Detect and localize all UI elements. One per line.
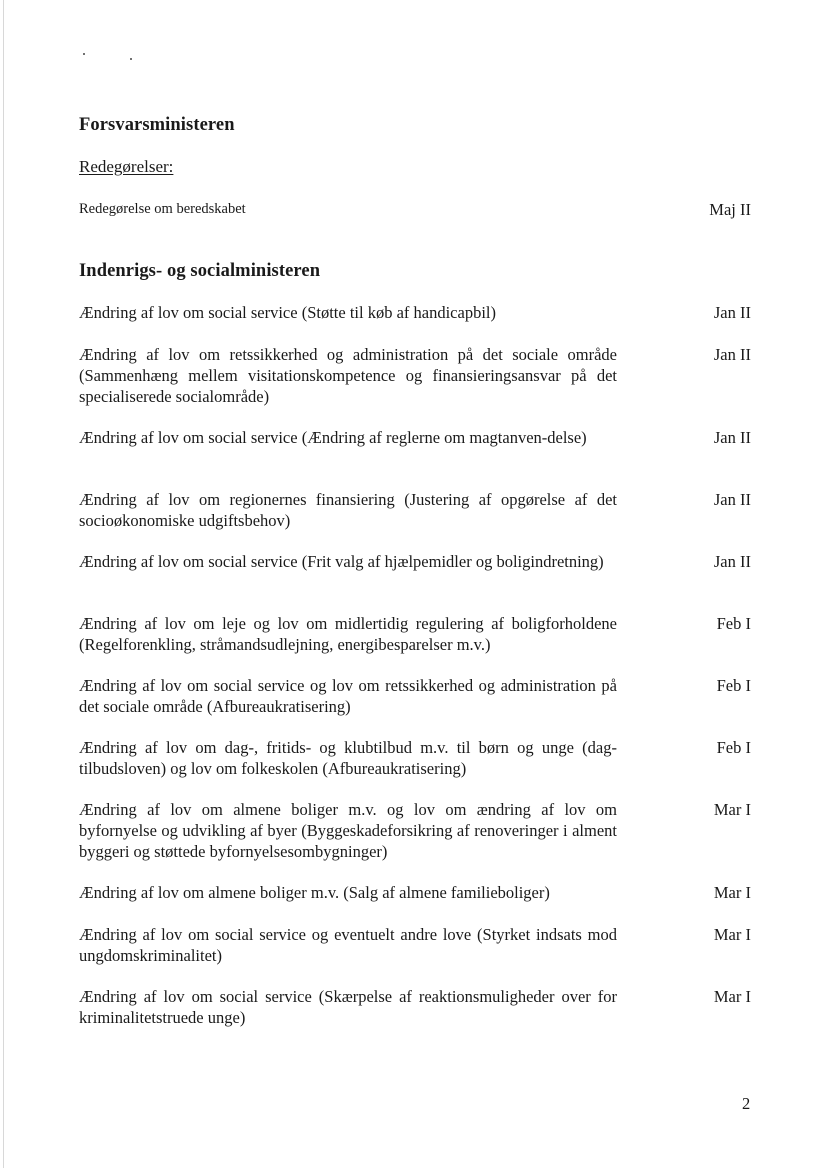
item-text: Ændring af lov om retssikkerhed og administration på det sociale område (Sammenhæng mellem visitationskompetence og finansieringsansvar på det specialiserede socialområde) xyxy=(79,345,617,406)
item-period: Maj II xyxy=(709,200,751,219)
section-title-indenrigs: Indenrigs- og socialministeren xyxy=(79,261,321,281)
section-title-forsvar: Forsvarsministeren xyxy=(79,115,235,135)
scan-edge xyxy=(3,0,4,1168)
item-text: Ændring af lov om social service og eventuelt andre love (Styrket indsats mod ungdomskriminalitet) xyxy=(79,925,617,965)
item-period: Jan II xyxy=(713,345,751,364)
item-text: Redegørelse om beredskabet xyxy=(79,201,246,217)
item-period: Mar I xyxy=(713,925,751,944)
item-period: Mar I xyxy=(713,987,751,1006)
item-text: Ændring af lov om social service (Frit valg af hjælpemidler og boligindretning) xyxy=(79,552,604,571)
item-period: Jan II xyxy=(713,490,751,509)
item-period: Feb I xyxy=(716,614,751,633)
section-subheading-redegoerelser: Redegørelser: xyxy=(79,157,174,176)
scan-speck xyxy=(130,58,132,60)
item-text: Ændring af lov om social service (Støtte til køb af handicapbil) xyxy=(79,303,496,322)
item-period: Feb I xyxy=(716,676,751,695)
item-text: Ændring af lov om social service og lov om retssikkerhed og administration på det sociale område (Afbureaukratisering) xyxy=(79,676,617,716)
item-period: Mar I xyxy=(713,800,751,819)
item-text: Ændring af lov om social service (Ændring af reglerne om magtanven-delse) xyxy=(79,428,587,447)
page-number: 2 xyxy=(742,1094,751,1113)
item-period: Mar I xyxy=(713,883,751,902)
item-text: Ændring af lov om social service (Skærpelse af reaktionsmuligheder over for kriminalitetstruede unge) xyxy=(79,987,617,1027)
item-text: Ændring af lov om almene boliger m.v. (Salg af almene familieboliger) xyxy=(79,883,550,902)
item-period: Jan II xyxy=(713,428,751,447)
item-period: Feb I xyxy=(716,738,751,757)
item-text: Ændring af lov om almene boliger m.v. og lov om ændring af lov om byfornyelse og udvikling af byer (Byggeskadeforsikring af renoveringer i alment byggeri og støttede byfornyelsesombygninger) xyxy=(79,800,617,861)
item-text: Ændring af lov om regionernes finansiering (Justering af opgørelse af det socioøkonomiske udgiftsbehov) xyxy=(79,490,617,530)
item-text: Ændring af lov om dag-, fritids- og klubtilbud m.v. til børn og unge (dagtilbudsloven) og lov om folkeskolen (Afbureaukratisering) xyxy=(79,738,617,778)
item-period: Jan II xyxy=(713,303,751,322)
item-text: Ændring af lov om leje og lov om midlertidig regulering af boligforholdene (Regelforenkling, stråmandsudlejning, energibesparelser m.v.) xyxy=(79,614,617,654)
item-period: Jan II xyxy=(713,552,751,571)
scan-speck xyxy=(83,53,85,55)
